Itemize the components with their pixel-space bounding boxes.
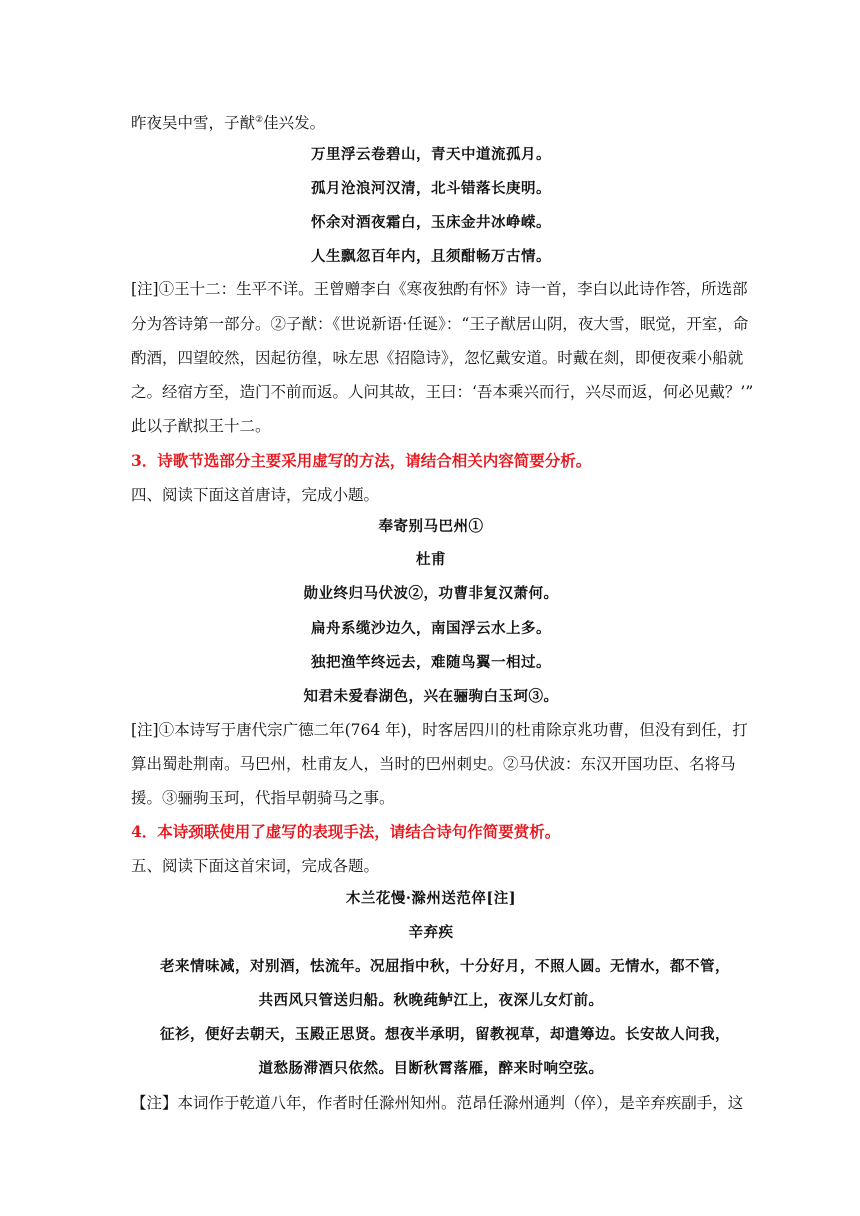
ci-title: 木兰花慢·滁州送范倅[注]	[345, 890, 517, 907]
annotation-line: [注]①王十二：生平不详。王曾赠李白《寒夜独酌有怀》诗一首，李白以此诗作答，所选部	[131, 280, 748, 298]
section-heading-4: 四、阅读下面这首唐诗，完成小题。	[131, 486, 380, 504]
footnote-marker: ②	[255, 115, 264, 125]
question-4: 4．本诗颈联使用了虚写的表现手法，请结合诗句作简要赏析。	[131, 822, 561, 841]
annotation-line: 此以子猷拟王十二。	[131, 417, 271, 435]
poem-line: 怀余对酒夜霜白，玉床金井冰峥嵘。	[311, 214, 551, 231]
poem-line: 勋业终归马伏波②，功曹非复汉萧何。	[303, 585, 559, 602]
poem-line: 知君未爱春湖色，兴在骊驹白玉珂③。	[303, 688, 559, 705]
question-3: 3．诗歌节选部分主要采用虚写的方法，请结合相关内容简要分析。	[131, 451, 592, 470]
section-heading-5: 五、阅读下面这首宋词，完成各题。	[131, 857, 380, 875]
poem-line: 人生飘忽百年内，且须酣畅万古情。	[311, 248, 551, 265]
poem-line: 扁舟系缆沙边久，南国浮云水上多。	[311, 620, 551, 637]
ci-stanza-1-line-2: 共西风只管送归船。秋晚莼鲈江上，夜深儿女灯前。	[258, 992, 604, 1009]
annotation-line: 援。③骊驹玉珂，代指早朝骑马之事。	[131, 789, 395, 807]
ci-annotation: 【注】本词作于乾道八年，作者时任滁州知州。范昂任滁州通判（倅），是辛弃疾副手，这	[131, 1094, 744, 1112]
annotation-line: 算出蜀赴荆南。马巴州，杜甫友人，当时的巴州刺史。②马伏波：东汉开国功臣、名将马	[131, 755, 736, 773]
ci-stanza-1-line-1: 老来情味减，对别酒，怯流年。况屈指中秋，十分好月，不照人圆。无情水，都不管，	[160, 958, 730, 975]
poem-author: 杜甫	[416, 551, 446, 568]
ci-stanza-2-line-2: 道愁肠滞酒只依然。目断秋霄落雁，醉来时响空弦。	[258, 1060, 604, 1077]
intro-tail-text: 佳兴发。	[263, 114, 326, 132]
ci-stanza-2-line-1: 征衫，便好去朝天，玉殿正思贤。想夜半承明，留教视草，却遣筹边。长安故人问我，	[160, 1026, 730, 1043]
poem-intro-line	[131, 113, 731, 133]
poem-line: 孤月沧浪河汉清，北斗错落长庚明。	[311, 180, 551, 197]
poem-title: 奉寄别马巴州①	[378, 518, 484, 535]
annotation-line: [注]①本诗写于唐代宗广德二年(764 年)，时客居四川的杜甫除京兆功曹，但没有到任，打	[131, 721, 748, 739]
ci-author: 辛弃疾	[408, 924, 454, 941]
intro-text: 昨夜吴中雪，子猷	[131, 114, 256, 132]
poem-line: 万里浮云卷碧山，青天中道流孤月。	[311, 146, 551, 163]
annotation-line: 之。经宿方至，造门不前而返。人问其故，王曰：‘吾本乘兴而行，兴尽而返，何必见戴？’”	[131, 383, 754, 401]
annotation-line: 分为答诗第一部分。②子猷：《世说新语·任诞》：“王子猷居山阴，夜大雪，眠觉，开室，命	[131, 315, 749, 333]
poem-line: 独把渔竿终远去，难随鸟翼一相过。	[311, 654, 551, 671]
annotation-line: 酌酒，四望皎然，因起彷徨，咏左思《招隐诗》，忽忆戴安道。时戴在剡，即便夜乘小船就	[131, 349, 744, 367]
